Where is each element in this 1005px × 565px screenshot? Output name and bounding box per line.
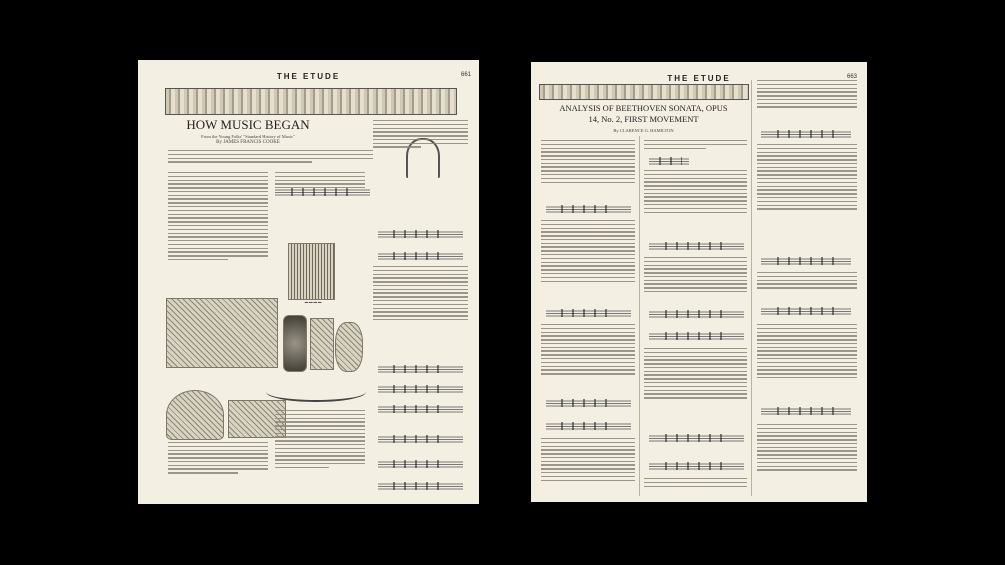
- article-subtitle: From the Young Folks' "Standard History of Music": [201, 134, 295, 139]
- music-example: [546, 205, 631, 213]
- harp-illustration: [288, 243, 335, 300]
- text-column-2-bottom: [644, 478, 747, 489]
- column-rule: [639, 136, 640, 496]
- music-staff: [378, 252, 463, 260]
- article-title-line-1: ANALYSIS OF BEETHOVEN SONATA, OPUS: [559, 103, 728, 113]
- left-magazine-page: [138, 60, 479, 504]
- article-title: HOW MUSIC BEGAN: [186, 117, 310, 132]
- drum-illustration: [283, 315, 307, 372]
- article-byline: By CLARENCE G. HAMILTON: [613, 128, 674, 133]
- music-staff: [378, 435, 463, 443]
- music-staff: [378, 460, 463, 468]
- lute-illustration: [335, 322, 363, 372]
- column-rule: [751, 80, 752, 496]
- page-number: 663: [846, 74, 857, 80]
- trumpet-illustration: [266, 382, 366, 402]
- music-staff: [378, 385, 463, 393]
- music-staff: [378, 405, 463, 413]
- music-example: [649, 434, 744, 442]
- music-staff: [378, 230, 463, 238]
- article-byline: By JAMES FRANCIS COOKE: [216, 140, 280, 145]
- music-example: [649, 157, 689, 165]
- text-column-1-bottom: [541, 438, 635, 483]
- text-column-2-upper: [644, 170, 747, 215]
- music-staff: [378, 365, 463, 373]
- music-example: [761, 130, 851, 138]
- text-column-1: [541, 140, 635, 185]
- page-header: THE ETUDE: [667, 74, 731, 83]
- text-column-3-lower: [757, 324, 857, 381]
- decorative-banner: [539, 84, 749, 100]
- ancient-instruments-illustration: [166, 298, 278, 368]
- text-column-1-lower: [168, 442, 268, 476]
- music-example: [761, 307, 851, 315]
- music-example: [649, 462, 744, 470]
- music-example: [761, 257, 851, 265]
- text-column-3-middle: [373, 266, 468, 323]
- music-staff: [275, 188, 370, 196]
- text-column-3: [373, 120, 468, 150]
- text-column-2: [644, 140, 747, 151]
- right-magazine-page: [531, 62, 867, 502]
- text-column-3-middle: [757, 272, 857, 291]
- music-example: [546, 399, 631, 407]
- text-column-1-middle: [541, 220, 635, 284]
- music-example: [546, 309, 631, 317]
- music-example: [649, 310, 744, 318]
- page-number: 661: [460, 72, 471, 78]
- music-example: [649, 242, 744, 250]
- intro-paragraph: [168, 150, 373, 165]
- music-staff: [378, 482, 463, 490]
- music-example: [546, 422, 631, 430]
- text-column-2-lower: [275, 410, 365, 471]
- text-column-3: [757, 80, 857, 110]
- decorative-banner: [165, 88, 457, 115]
- figure-caption: ▬ ▬ ▬ ▬: [304, 300, 322, 304]
- text-column-3-upper: [757, 144, 857, 212]
- harp-frame-illustration: [166, 390, 224, 440]
- text-column-1: [168, 172, 268, 263]
- text-column-1-lower: [541, 324, 635, 377]
- text-column-2-middle: [644, 257, 747, 295]
- text-column-3-bottom: [757, 424, 857, 473]
- music-example: [649, 332, 744, 340]
- text-column-2-lower: [644, 348, 747, 401]
- article-title-line-2: 14, No. 2, FIRST MOVEMENT: [588, 114, 699, 124]
- lyre-instrument-illustration: [310, 318, 334, 370]
- music-example: [761, 407, 851, 415]
- page-header: THE ETUDE: [276, 72, 341, 81]
